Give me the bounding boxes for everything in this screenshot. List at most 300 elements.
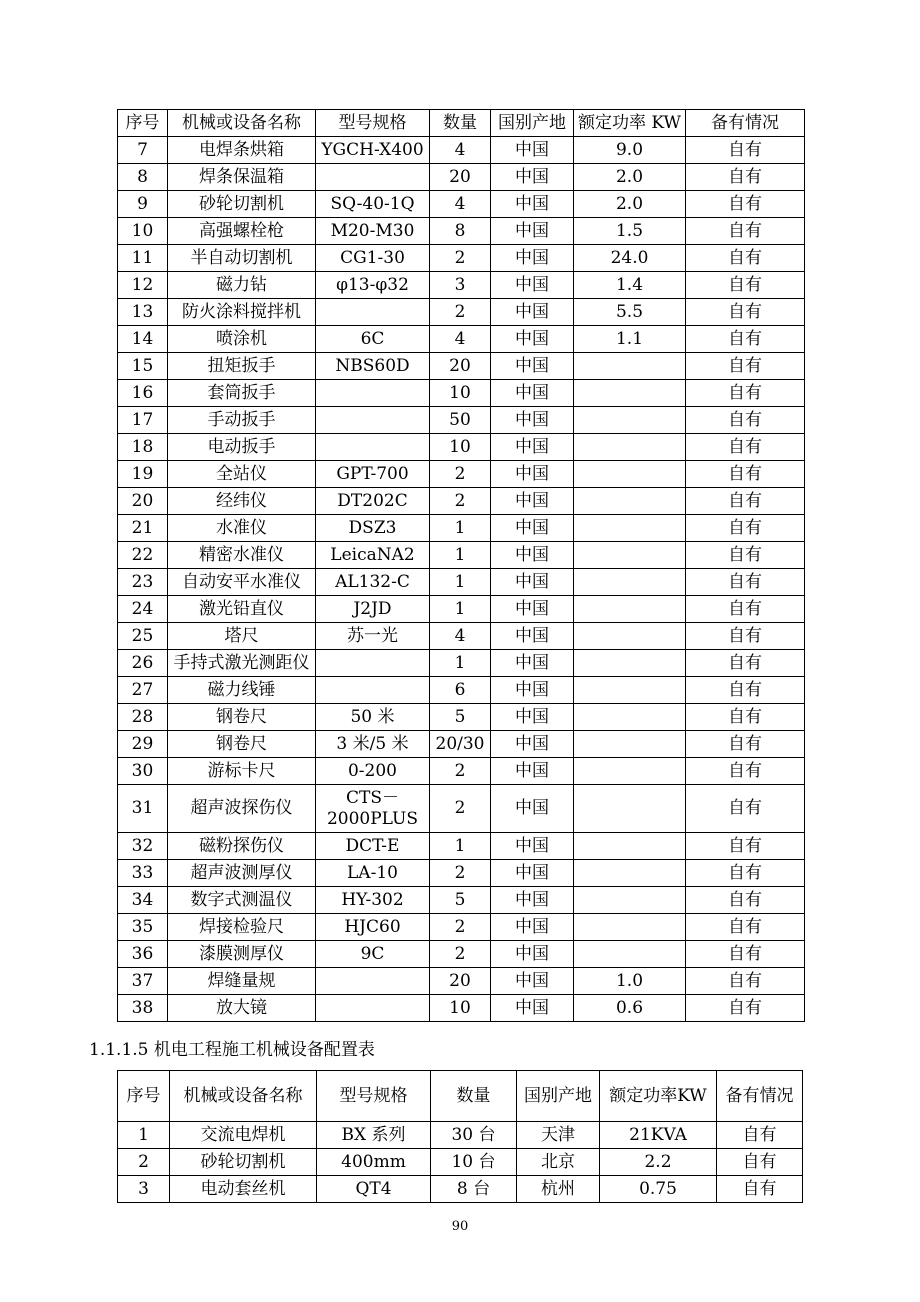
table-cell bbox=[316, 968, 430, 995]
table-cell: 全站仪 bbox=[168, 461, 316, 488]
table-cell: 防火涂料搅拌机 bbox=[168, 299, 316, 326]
table-cell: AL132-C bbox=[316, 569, 430, 596]
table-cell bbox=[574, 569, 686, 596]
table-row bbox=[118, 137, 805, 164]
table-cell: 自有 bbox=[686, 785, 805, 833]
table-cell: 中国 bbox=[491, 995, 574, 1022]
table-cell: 中国 bbox=[491, 677, 574, 704]
table-cell: 28 bbox=[118, 704, 168, 731]
table-cell: 26 bbox=[118, 650, 168, 677]
table-cell: M20-M30 bbox=[316, 218, 430, 245]
table-cell: 20 bbox=[430, 353, 491, 380]
electromechanical-equipment-table bbox=[117, 1070, 803, 1203]
table-cell: 20/30 bbox=[430, 731, 491, 758]
table-cell: 中国 bbox=[491, 623, 574, 650]
table-cell: 中国 bbox=[491, 731, 574, 758]
table-row bbox=[118, 860, 805, 887]
table-cell bbox=[316, 380, 430, 407]
table-cell: 中国 bbox=[491, 833, 574, 860]
table-cell: 自有 bbox=[686, 272, 805, 299]
table-cell: HJC60 bbox=[316, 914, 430, 941]
table-cell: 中国 bbox=[491, 191, 574, 218]
table-cell: 精密水准仪 bbox=[168, 542, 316, 569]
table-row bbox=[118, 941, 805, 968]
table-cell: 400mm bbox=[317, 1149, 431, 1176]
table-cell: 中国 bbox=[491, 164, 574, 191]
table-cell: 自有 bbox=[686, 353, 805, 380]
table-cell: 自有 bbox=[686, 623, 805, 650]
table-cell: 2 bbox=[430, 299, 491, 326]
table-cell: 自有 bbox=[686, 191, 805, 218]
table-cell: 自有 bbox=[686, 245, 805, 272]
table-cell: 放大镜 bbox=[168, 995, 316, 1022]
table-row bbox=[118, 623, 805, 650]
header-row bbox=[118, 110, 805, 137]
table-cell: 4 bbox=[430, 623, 491, 650]
table-cell bbox=[316, 299, 430, 326]
table-cell: 50 bbox=[430, 407, 491, 434]
table-cell: 1.4 bbox=[574, 272, 686, 299]
table-row bbox=[118, 407, 805, 434]
table-cell bbox=[574, 623, 686, 650]
table-cell bbox=[574, 596, 686, 623]
header-cell: 机械或设备名称 bbox=[170, 1071, 317, 1122]
table-cell: 2 bbox=[430, 785, 491, 833]
table-row bbox=[118, 191, 805, 218]
header-cell: 机械或设备名称 bbox=[168, 110, 316, 137]
table-row bbox=[118, 596, 805, 623]
table-cell: 磁粉探伤仪 bbox=[168, 833, 316, 860]
table-cell: 10 bbox=[430, 434, 491, 461]
table-cell: 1 bbox=[430, 596, 491, 623]
table-cell: 1 bbox=[430, 650, 491, 677]
table-cell: 1 bbox=[430, 515, 491, 542]
table-row bbox=[118, 515, 805, 542]
table-row bbox=[118, 326, 805, 353]
table-row bbox=[118, 650, 805, 677]
table-cell: 焊接检验尺 bbox=[168, 914, 316, 941]
table-cell: 22 bbox=[118, 542, 168, 569]
table-cell bbox=[574, 785, 686, 833]
header-cell: 额定功率KW bbox=[600, 1071, 717, 1122]
table-cell: 中国 bbox=[491, 914, 574, 941]
table-row bbox=[118, 245, 805, 272]
table-cell: 31 bbox=[118, 785, 168, 833]
table-cell: 水准仪 bbox=[168, 515, 316, 542]
table-cell bbox=[316, 995, 430, 1022]
table-cell: 4 bbox=[430, 191, 491, 218]
page-number: 90 bbox=[451, 1219, 469, 1234]
table-cell: 自有 bbox=[686, 434, 805, 461]
table-cell: 自有 bbox=[686, 914, 805, 941]
table-cell: HY-302 bbox=[316, 887, 430, 914]
table-cell: 中国 bbox=[491, 758, 574, 785]
table-row bbox=[118, 434, 805, 461]
table-cell: 2.2 bbox=[600, 1149, 717, 1176]
table-cell: 3 米/5 米 bbox=[316, 731, 430, 758]
table-cell: 中国 bbox=[491, 860, 574, 887]
header-cell: 序号 bbox=[118, 1071, 170, 1122]
table-cell bbox=[574, 650, 686, 677]
table-cell: 3 bbox=[118, 1176, 170, 1203]
table-cell: 北京 bbox=[517, 1149, 600, 1176]
table-row bbox=[118, 968, 805, 995]
table-row bbox=[118, 887, 805, 914]
table-cell: 自有 bbox=[686, 887, 805, 914]
table-row bbox=[118, 542, 805, 569]
table-cell: 砂轮切割机 bbox=[170, 1149, 317, 1176]
table-cell: 自有 bbox=[686, 299, 805, 326]
table-cell: 电动扳手 bbox=[168, 434, 316, 461]
table-cell: 套筒扳手 bbox=[168, 380, 316, 407]
table-row bbox=[118, 164, 805, 191]
table-cell bbox=[574, 704, 686, 731]
table-cell: 自有 bbox=[686, 137, 805, 164]
header-cell: 数量 bbox=[431, 1071, 517, 1122]
table-cell: 中国 bbox=[491, 245, 574, 272]
table-cell: 自有 bbox=[686, 968, 805, 995]
table-cell bbox=[574, 515, 686, 542]
table-cell: 13 bbox=[118, 299, 168, 326]
table-cell: 20 bbox=[118, 488, 168, 515]
table-row bbox=[118, 677, 805, 704]
table-cell: 24.0 bbox=[574, 245, 686, 272]
table-cell: 5.5 bbox=[574, 299, 686, 326]
table-cell: 自动安平水准仪 bbox=[168, 569, 316, 596]
table-cell: NBS60D bbox=[316, 353, 430, 380]
table-cell: 1 bbox=[430, 833, 491, 860]
table-cell bbox=[574, 353, 686, 380]
table-cell: 自有 bbox=[686, 542, 805, 569]
table-cell: 扭矩扳手 bbox=[168, 353, 316, 380]
table-cell: 2 bbox=[430, 488, 491, 515]
table-cell: 12 bbox=[118, 272, 168, 299]
table-cell: 中国 bbox=[491, 380, 574, 407]
header-cell: 备有情况 bbox=[717, 1071, 803, 1122]
table-cell: 手持式激光测距仪 bbox=[168, 650, 316, 677]
table-cell: 中国 bbox=[491, 542, 574, 569]
table-cell: 自有 bbox=[686, 326, 805, 353]
table-cell: 中国 bbox=[491, 137, 574, 164]
table-cell: 中国 bbox=[491, 887, 574, 914]
table-cell: 砂轮切割机 bbox=[168, 191, 316, 218]
table-cell: 34 bbox=[118, 887, 168, 914]
table-cell: 中国 bbox=[491, 434, 574, 461]
table-cell: 36 bbox=[118, 941, 168, 968]
table-cell: 2.0 bbox=[574, 191, 686, 218]
header-cell: 数量 bbox=[430, 110, 491, 137]
table-cell: 25 bbox=[118, 623, 168, 650]
table-row bbox=[118, 1122, 803, 1149]
table-cell: 27 bbox=[118, 677, 168, 704]
table-cell bbox=[574, 380, 686, 407]
table-cell: BX 系列 bbox=[317, 1122, 431, 1149]
equipment-table bbox=[117, 109, 805, 1022]
table-cell bbox=[574, 488, 686, 515]
table-cell: 9.0 bbox=[574, 137, 686, 164]
table-cell: 自有 bbox=[686, 650, 805, 677]
header-row bbox=[118, 1071, 803, 1122]
table-cell: 33 bbox=[118, 860, 168, 887]
table-cell bbox=[574, 542, 686, 569]
table-cell: 18 bbox=[118, 434, 168, 461]
table-cell: 8 台 bbox=[431, 1176, 517, 1203]
table-row bbox=[118, 833, 805, 860]
table-cell: 激光铅直仪 bbox=[168, 596, 316, 623]
table-cell: φ13-φ32 bbox=[316, 272, 430, 299]
table-cell: 游标卡尺 bbox=[168, 758, 316, 785]
table-cell: 9 bbox=[118, 191, 168, 218]
table-cell: 10 bbox=[118, 218, 168, 245]
table-cell: 中国 bbox=[491, 515, 574, 542]
table-cell: 14 bbox=[118, 326, 168, 353]
table-cell: 超声波测厚仪 bbox=[168, 860, 316, 887]
table-cell: 自有 bbox=[717, 1176, 803, 1203]
table-cell: LA-10 bbox=[316, 860, 430, 887]
table-cell: 自有 bbox=[686, 218, 805, 245]
table-cell: 自有 bbox=[686, 677, 805, 704]
table-cell: YGCH-X400 bbox=[316, 137, 430, 164]
table-cell: 中国 bbox=[491, 569, 574, 596]
table-cell: 漆膜测厚仪 bbox=[168, 941, 316, 968]
table-row bbox=[118, 218, 805, 245]
table-cell: 中国 bbox=[491, 272, 574, 299]
table-cell: 中国 bbox=[491, 596, 574, 623]
header-cell: 额定功率 KW bbox=[574, 110, 686, 137]
table-cell: SQ-40-1Q bbox=[316, 191, 430, 218]
table-cell: 24 bbox=[118, 596, 168, 623]
table-cell: 20 bbox=[430, 968, 491, 995]
table-cell: 自有 bbox=[686, 704, 805, 731]
table-cell: 1.0 bbox=[574, 968, 686, 995]
table-cell: 苏一光 bbox=[316, 623, 430, 650]
table-row bbox=[118, 731, 805, 758]
table-cell: 6C bbox=[316, 326, 430, 353]
table-cell: 中国 bbox=[491, 785, 574, 833]
table-cell: 中国 bbox=[491, 941, 574, 968]
table-cell: 自有 bbox=[717, 1149, 803, 1176]
table-cell: 1 bbox=[430, 542, 491, 569]
table-cell: 塔尺 bbox=[168, 623, 316, 650]
table-cell: 钢卷尺 bbox=[168, 704, 316, 731]
table-cell: 自有 bbox=[717, 1122, 803, 1149]
table-row bbox=[118, 914, 805, 941]
table-cell: 中国 bbox=[491, 326, 574, 353]
table-row bbox=[118, 488, 805, 515]
table-cell bbox=[316, 434, 430, 461]
table-cell bbox=[574, 434, 686, 461]
table-row bbox=[118, 758, 805, 785]
table-cell bbox=[574, 914, 686, 941]
table-cell: 1.5 bbox=[574, 218, 686, 245]
table-cell: 自有 bbox=[686, 407, 805, 434]
table-cell: 10 bbox=[430, 995, 491, 1022]
table-cell: 0-200 bbox=[316, 758, 430, 785]
table-cell: 29 bbox=[118, 731, 168, 758]
table-cell: 电焊条烘箱 bbox=[168, 137, 316, 164]
table-cell: 钢卷尺 bbox=[168, 731, 316, 758]
table-cell: 交流电焊机 bbox=[170, 1122, 317, 1149]
table-cell: 5 bbox=[430, 887, 491, 914]
header-cell: 型号规格 bbox=[317, 1071, 431, 1122]
table-cell bbox=[316, 677, 430, 704]
table-cell: 焊条保温箱 bbox=[168, 164, 316, 191]
table-cell: 喷涂机 bbox=[168, 326, 316, 353]
table-cell: 0.6 bbox=[574, 995, 686, 1022]
table-cell: 中国 bbox=[491, 968, 574, 995]
table-cell: 自有 bbox=[686, 515, 805, 542]
table-cell: 中国 bbox=[491, 488, 574, 515]
table-cell: 11 bbox=[118, 245, 168, 272]
table-cell bbox=[316, 407, 430, 434]
table-row bbox=[118, 704, 805, 731]
table-cell: 9C bbox=[316, 941, 430, 968]
table-cell: 30 台 bbox=[431, 1122, 517, 1149]
table-row bbox=[118, 1176, 803, 1203]
table-row bbox=[118, 380, 805, 407]
table-row bbox=[118, 353, 805, 380]
table-cell bbox=[574, 407, 686, 434]
table-cell: 0.75 bbox=[600, 1176, 717, 1203]
table-row bbox=[118, 272, 805, 299]
table-cell: 数字式测温仪 bbox=[168, 887, 316, 914]
table-row bbox=[118, 1149, 803, 1176]
table-cell: 焊缝量规 bbox=[168, 968, 316, 995]
table-cell: 10 台 bbox=[431, 1149, 517, 1176]
table-cell: 1 bbox=[118, 1122, 170, 1149]
table-cell: 4 bbox=[430, 326, 491, 353]
table-cell: 高强螺栓枪 bbox=[168, 218, 316, 245]
table-cell: 手动扳手 bbox=[168, 407, 316, 434]
table-cell: 1 bbox=[430, 569, 491, 596]
table-cell: DT202C bbox=[316, 488, 430, 515]
table-cell: 自有 bbox=[686, 596, 805, 623]
table-cell bbox=[316, 164, 430, 191]
table-cell bbox=[574, 461, 686, 488]
table-cell: 6 bbox=[430, 677, 491, 704]
table-cell: DSZ3 bbox=[316, 515, 430, 542]
header-cell: 序号 bbox=[118, 110, 168, 137]
table-cell: 中国 bbox=[491, 353, 574, 380]
table-cell: 磁力钻 bbox=[168, 272, 316, 299]
table-cell: 32 bbox=[118, 833, 168, 860]
table-cell: 电动套丝机 bbox=[170, 1176, 317, 1203]
table-cell: 7 bbox=[118, 137, 168, 164]
table-cell: 3 bbox=[430, 272, 491, 299]
table-cell: 50 米 bbox=[316, 704, 430, 731]
table-cell: 2 bbox=[430, 758, 491, 785]
header-cell: 国别产地 bbox=[517, 1071, 600, 1122]
table-cell: 超声波探伤仪 bbox=[168, 785, 316, 833]
table-cell: 37 bbox=[118, 968, 168, 995]
table-cell: QT4 bbox=[317, 1176, 431, 1203]
table-row bbox=[118, 995, 805, 1022]
table-cell: 2 bbox=[430, 461, 491, 488]
table-cell: 4 bbox=[430, 137, 491, 164]
table-cell: 8 bbox=[430, 218, 491, 245]
table-cell: 2 bbox=[430, 941, 491, 968]
table-cell: 2 bbox=[118, 1149, 170, 1176]
table-cell: 经纬仪 bbox=[168, 488, 316, 515]
table-row bbox=[118, 785, 805, 833]
table-cell: 半自动切割机 bbox=[168, 245, 316, 272]
table-cell: 自有 bbox=[686, 380, 805, 407]
table-cell: 17 bbox=[118, 407, 168, 434]
section-heading: 1.1.1.5 机电工程施工机械设备配置表 bbox=[89, 1040, 375, 1060]
table-cell: GPT-700 bbox=[316, 461, 430, 488]
table-cell: 自有 bbox=[686, 995, 805, 1022]
table-cell: 自有 bbox=[686, 461, 805, 488]
table-cell: 中国 bbox=[491, 704, 574, 731]
header-cell: 型号规格 bbox=[316, 110, 430, 137]
table-cell: 5 bbox=[430, 704, 491, 731]
header-cell: 国别产地 bbox=[491, 110, 574, 137]
table-cell bbox=[574, 758, 686, 785]
table-cell: 自有 bbox=[686, 758, 805, 785]
table-row bbox=[118, 461, 805, 488]
table-cell: 23 bbox=[118, 569, 168, 596]
table-cell: J2JD bbox=[316, 596, 430, 623]
table-cell: 天津 bbox=[517, 1122, 600, 1149]
table-row bbox=[118, 299, 805, 326]
table-cell: 杭州 bbox=[517, 1176, 600, 1203]
table-cell: 1.1 bbox=[574, 326, 686, 353]
table-cell: 中国 bbox=[491, 218, 574, 245]
table-cell: CG1-30 bbox=[316, 245, 430, 272]
table-cell: 16 bbox=[118, 380, 168, 407]
table-cell: 自有 bbox=[686, 860, 805, 887]
table-cell: 自有 bbox=[686, 569, 805, 596]
table-cell bbox=[574, 941, 686, 968]
table-cell: 自有 bbox=[686, 164, 805, 191]
table-cell: 38 bbox=[118, 995, 168, 1022]
table-cell bbox=[574, 860, 686, 887]
table-cell: 自有 bbox=[686, 833, 805, 860]
table-cell: 30 bbox=[118, 758, 168, 785]
table-row bbox=[118, 569, 805, 596]
table-cell: 20 bbox=[430, 164, 491, 191]
table-cell: 磁力线锤 bbox=[168, 677, 316, 704]
table-cell: 2.0 bbox=[574, 164, 686, 191]
table-cell: 19 bbox=[118, 461, 168, 488]
table-cell: 中国 bbox=[491, 650, 574, 677]
table-cell: 35 bbox=[118, 914, 168, 941]
table-cell bbox=[574, 887, 686, 914]
table-cell: 自有 bbox=[686, 731, 805, 758]
table-cell: LeicaNA2 bbox=[316, 542, 430, 569]
table-cell: 2 bbox=[430, 860, 491, 887]
table-cell: 8 bbox=[118, 164, 168, 191]
table-cell: 2 bbox=[430, 914, 491, 941]
table-cell: 10 bbox=[430, 380, 491, 407]
table-cell: 中国 bbox=[491, 407, 574, 434]
table-cell: 21KVA bbox=[600, 1122, 717, 1149]
table-cell bbox=[574, 677, 686, 704]
table-cell: CTS－2000PLUS bbox=[316, 785, 430, 833]
table-cell: 15 bbox=[118, 353, 168, 380]
table-cell: 自有 bbox=[686, 941, 805, 968]
table-cell: 中国 bbox=[491, 461, 574, 488]
table-cell: 自有 bbox=[686, 488, 805, 515]
table-cell: 21 bbox=[118, 515, 168, 542]
table-cell: 2 bbox=[430, 245, 491, 272]
table-cell bbox=[316, 650, 430, 677]
header-cell: 备有情况 bbox=[686, 110, 805, 137]
table-cell: DCT-E bbox=[316, 833, 430, 860]
table-cell bbox=[574, 833, 686, 860]
table-cell bbox=[574, 731, 686, 758]
table-cell: 中国 bbox=[491, 299, 574, 326]
